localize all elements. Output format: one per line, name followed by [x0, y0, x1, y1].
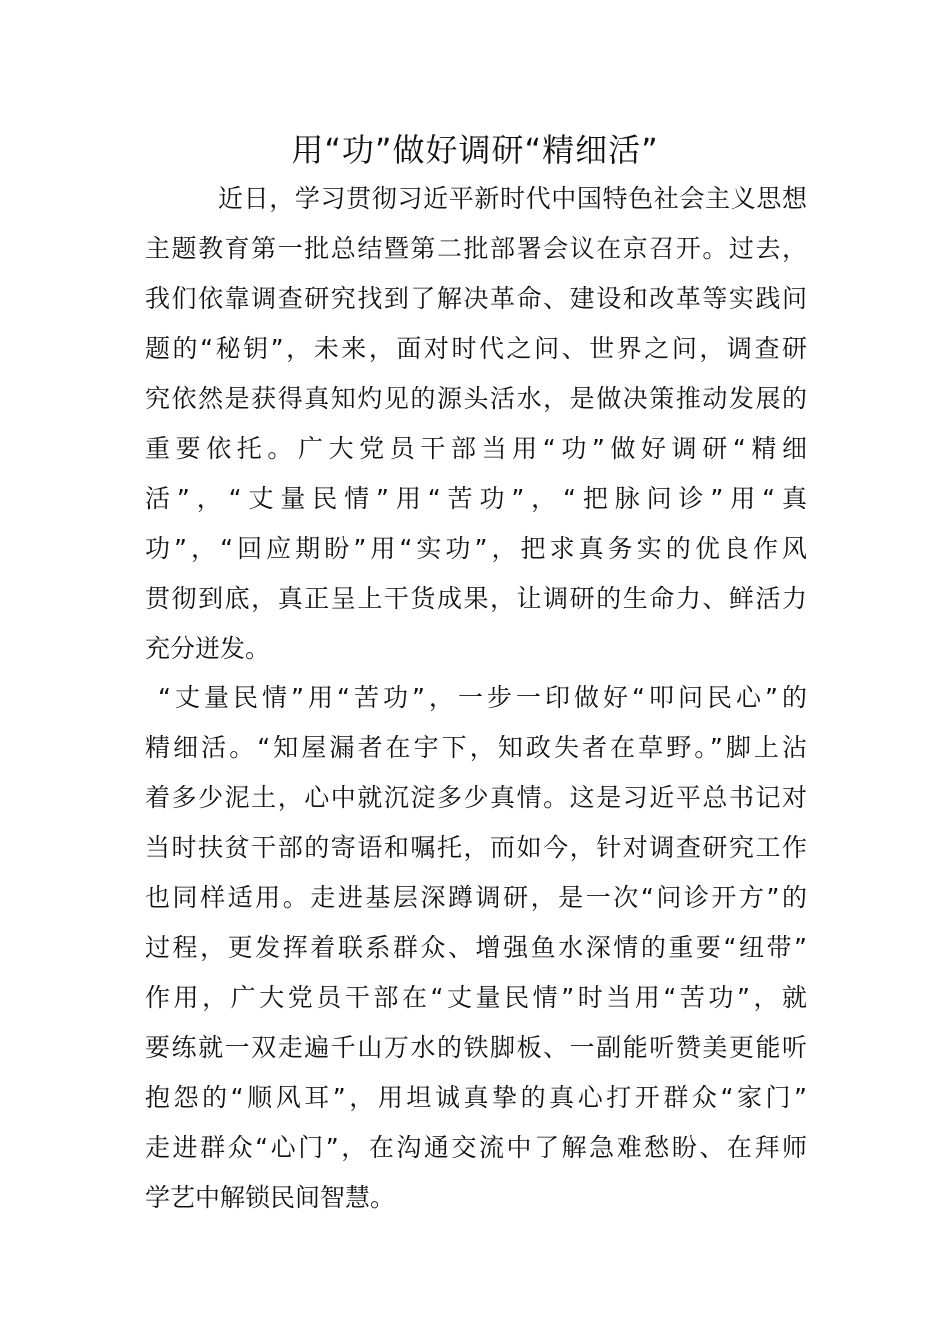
paragraph-line: 着多少泥土，心中就沉淀多少真情。这是习近平总书记对	[145, 783, 807, 812]
paragraph-line: 题的“秘钥”，未来，面对时代之问、世界之问，调查研	[145, 334, 807, 363]
document-title: 用“功”做好调研“精细活”	[291, 131, 659, 169]
paragraph-line: 作用，广大党员干部在“丈量民情”时当用“苦功”，就	[145, 983, 807, 1012]
paragraph-line: 学艺中解锁民间智慧。	[145, 1183, 396, 1212]
paragraph-line: 当时扶贫干部的寄语和嘱托，而如今，针对调查研究工作	[145, 833, 807, 862]
paragraph-line: 充分迸发。	[145, 634, 271, 663]
paragraph-line: 我们依靠调查研究找到了解决革命、建设和改革等实践问	[145, 284, 807, 313]
paragraph-line: 也同样适用。走进基层深蹲调研，是一次“问诊开方”的	[145, 883, 807, 912]
paragraph-line: 重要依托。广大党员干部当用“功”做好调研“精细	[145, 434, 807, 463]
paragraph-line: 抱怨的“顺风耳”，用坦诚真挚的真心打开群众“家门”	[145, 1083, 807, 1112]
paragraph-line: 近日，学习贯彻习近平新时代中国特色社会主义思想	[218, 184, 807, 213]
paragraph-line: 主题教育第一批总结暨第二批部署会议在京召开。过去，	[145, 234, 807, 263]
paragraph-line: 走进群众“心门”，在沟通交流中了解急难愁盼、在拜师	[145, 1133, 807, 1162]
paragraph-line: 过程，更发挥着联系群众、增强鱼水深情的重要“纽带”	[145, 933, 807, 962]
paragraph-line: 活”，“丈量民情”用“苦功”，“把脉问诊”用“真	[145, 484, 807, 513]
paragraph-line: 精细活。“知屋漏者在宇下，知政失者在草野。”脚上沾	[145, 733, 807, 762]
paragraph-line: 究依然是获得真知灼见的源头活水，是做决策推动发展的	[145, 384, 807, 413]
paragraph-line: 贯彻到底，真正呈上干货成果，让调研的生命力、鲜活力	[145, 584, 807, 613]
paragraph-line: 功”，“回应期盼”用“实功”，把求真务实的优良作风	[145, 534, 807, 563]
paragraph-line: “丈量民情”用“苦功”，一步一印做好“叩问民心”的	[158, 683, 807, 712]
paragraph-line: 要练就一双走遍千山万水的铁脚板、一副能听赞美更能听	[145, 1033, 807, 1062]
